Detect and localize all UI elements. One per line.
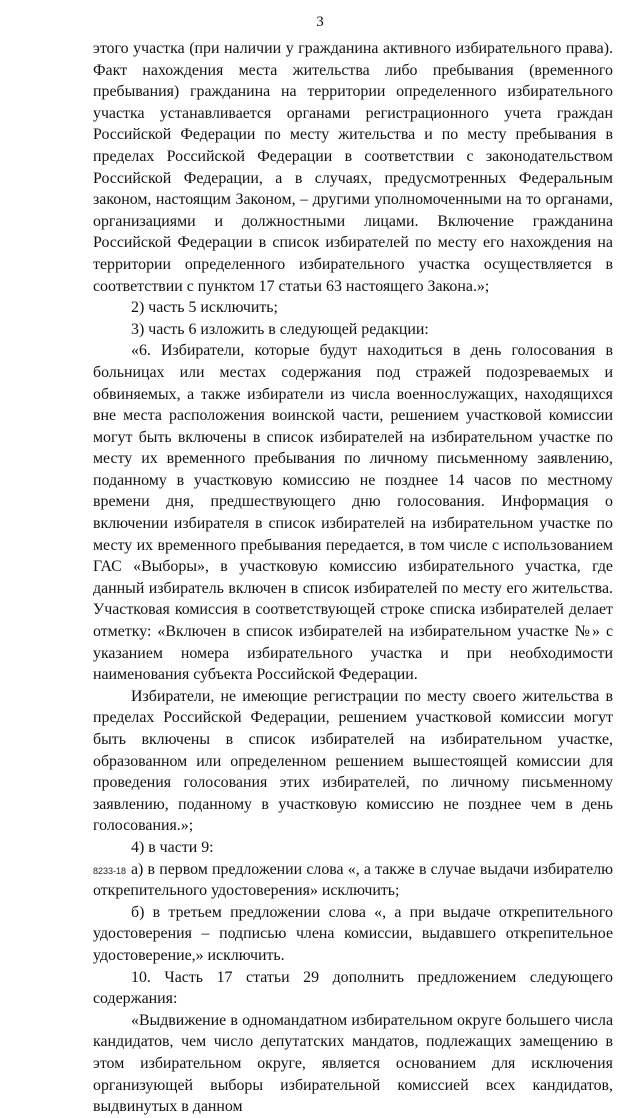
page-number: 3 — [316, 14, 324, 30]
document-body — [93, 38, 613, 1118]
paragraph-item-10: 10. Часть 17 статьи 29 дополнить предложением следующего содержания: — [93, 968, 613, 1008]
paragraph-part-6-text: «6. Избиратели, которые будут находиться в день голосования в больницах или местах содержания под стражей подозреваемых и обвиняемых, а также избиратели из числа военнослужащих, находящихся вне места расположения воинской части, решением участковой комиссии могут быть включены в список избирателей на избирательном участке по месту их временного пребывания по личному письменному заявлению, поданному в участковую комиссию не позднее 14 часов по местному времени дня, предшествующего дню голосования. Информация о включении избирателя в список избирателей на избирательном участке по месту их временного пребывания передается, в том числе с использованием ГАС «Выборы», в участковую комиссию избирательного участка, где данный избиратель включен в список избирателей по месту его жительства. Участковая комиссия в соответствующей строке списка избирателей делает отметку: «Включен в список избирателей на избирательном участке №» с указанием номера избирательного участка и при необходимости наименования субъекта Российской Федерации. — [93, 342, 613, 684]
paragraph-quoted-addition: «Выдвижение в одномандатном избирательном округе большего числа кандидатов, чем число депутатских мандатов, подлежащих замещению в этом избирательном округе, является основанием для исключения организующей выборы избирательной комиссией всех кандидатов, выдвинутых в данном — [93, 1011, 613, 1116]
paragraph-unregistered-voters: Избиратели, не имеющие регистрации по месту своего жительства в пределах Российской Федерации, решением участковой комиссии могут быть включены в список избирателей на избирательном участке, образованном или определенном решением вышестоящей комиссии для проведения голосования этих избирателей, по личному письменному заявлению, поданному в участковую комиссию не позднее чем в день голосования.»; — [93, 687, 613, 835]
paragraph-item-4a: а) в первом предложении слова «, а также в случае выдачи избирателю открепительного удостоверения» исключить; — [93, 860, 613, 900]
document-code: 8233-18 — [93, 866, 127, 876]
paragraph-item-4: 4) в части 9: — [131, 838, 214, 856]
paragraph-item-3: 3) часть 6 изложить в следующей редакции: — [131, 320, 429, 338]
paragraph-continuation: этого участка (при наличии у гражданина активного избирательного права). Факт нахождения места жительства либо пребывания (временного пребывания) гражданина на территории определенного избирательного участка устанавливается органами регистрационного учета граждан Российской Федерации по месту жительства и по месту пребывания в пределах Российской Федерации в соответствии с законодательством Российской Федерации, а в случаях, предусмотренных Федеральным законом, настоящим Законом, – другими уполномоченными на то органами, организациями и должностными лицами. Включение гражданина Российской Федерации в список избирателей по месту его нахождения на территории определенного избирательного участка осуществляется в соответствии с пунктом 17 статьи 63 настоящего Закона.»; — [93, 40, 613, 295]
paragraph-item-2: 2) часть 5 исключить; — [131, 299, 278, 317]
paragraph-item-4b: б) в третьем предложении слова «, а при выдаче открепительного удостоверения – подписью члена комиссии, выдавшего открепительное удостоверение,» исключить. — [93, 903, 613, 964]
